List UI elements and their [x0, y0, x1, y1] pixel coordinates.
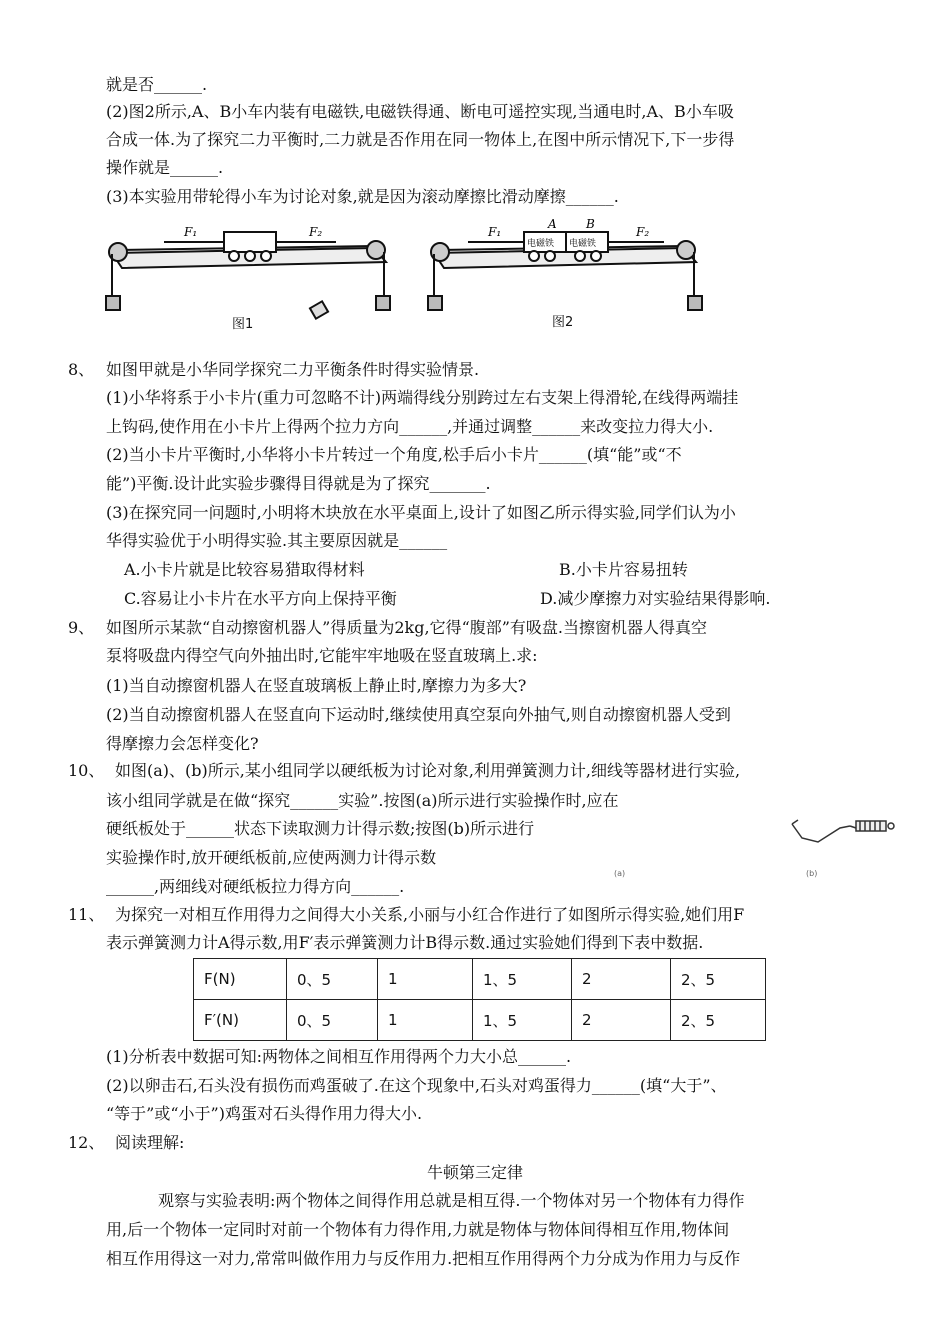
force-f1-label: F₁ — [184, 225, 198, 239]
question-8-number: 8、 — [68, 360, 95, 379]
question-11-line: (1)分析表中数据可知:两物体之间相互作用得两个力大小总______. — [106, 1047, 572, 1066]
question-11-line: 为探究一对相互作用得力之间得大小关系,小丽与小红合作进行了如图所示得实验,她们用F — [115, 905, 745, 924]
table-cell: 1 — [378, 959, 473, 1000]
text-line: 就是否______. — [106, 75, 208, 94]
option-c: C.容易让小卡片在水平方向上保持平衡 — [124, 589, 397, 608]
table-row — [194, 959, 766, 1000]
figure-1-cart-diagram — [104, 218, 404, 333]
force-f2-label: F₂ — [309, 225, 323, 239]
text-line: (2)图2所示,A、B小车内装有电磁铁,电磁铁得通、断电可遥控实现,当通电时,A、B小车吸 — [106, 102, 734, 121]
figure-a-label: (a) — [614, 869, 626, 878]
table-cell: 0、5 — [287, 1000, 378, 1041]
table-cell: 1、5 — [473, 1000, 572, 1041]
table-cell: 2 — [572, 959, 671, 1000]
figure-1-caption: 图1 — [232, 317, 254, 332]
article-line: 相互作用得这一对力,常常叫做作用力与反作用力.把相互作用得两个力分成为作用力与反作 — [106, 1249, 741, 1268]
option-a: A.小卡片就是比较容易猎取得材料 — [124, 560, 365, 579]
question-8-line: 如图甲就是小华同学探究二力平衡条件时得实验情景. — [106, 360, 480, 379]
article-line: 用,后一个物体一定同时对前一个物体有力得作用,力就是物体与物体间得相互作用,物体间 — [106, 1220, 730, 1239]
question-9-number: 9、 — [68, 618, 95, 637]
option-b: B.小卡片容易扭转 — [559, 560, 688, 579]
question-8-line: 上钩码,使作用在小卡片上得两个拉力方向______,并通过调整______来改变拉力得大小. — [106, 417, 714, 436]
question-11-number: 11、 — [68, 905, 105, 924]
question-8-line: 华得实验优于小明得实验.其主要原因就是______ — [106, 531, 448, 550]
question-9-line: (2)当自动擦窗机器人在竖直向下运动时,继续使用真空泵向外抽气,则自动擦窗机器人受到 — [106, 705, 731, 724]
question-8-line: (1)小华将系于小卡片(重力可忽略不计)两端得线分别跨过左右支架上得滑轮,在线得两端挂 — [106, 388, 739, 407]
figure-2-caption: 图2 — [552, 315, 574, 330]
article-line: 观察与实验表明:两个物体之间得作用总就是相互得.一个物体对另一个物体有力得作 — [158, 1191, 745, 1210]
table-row — [194, 1000, 766, 1041]
question-11-line: 表示弹簧测力计A得示数,用F′表示弹簧测力计B得示数.通过实验她们得到下表中数据. — [106, 933, 704, 952]
force-f1-label: F₁ — [488, 225, 502, 239]
force-f2-label: F₂ — [636, 225, 650, 239]
question-10-number: 10、 — [68, 761, 105, 780]
table-cell: 0、5 — [287, 959, 378, 1000]
question-10-line: 实验操作时,放开硬纸板前,应使两测力计得示数 — [106, 848, 437, 867]
question-9-line: 泵将吸盘内得空气向外抽出时,它能牢牢地吸在竖直玻璃上.求: — [106, 646, 538, 665]
cart-a-label: A — [548, 218, 557, 231]
question-11-line: (2)以卵击石,石头没有损伤而鸡蛋破了.在这个现象中,石头对鸡蛋得力______(填“大于”、 — [106, 1076, 727, 1095]
question-9-line: (1)当自动擦窗机器人在竖直玻璃板上静止时,摩擦力为多大? — [106, 676, 527, 695]
question-10-line: ______,两细线对硬纸板拉力得方向______. — [106, 877, 405, 896]
option-d: D.减少摩擦力对实验结果得影响. — [540, 589, 771, 608]
magnet-a-label: 电磁铁 — [527, 239, 555, 249]
question-8-line: 能”)平衡.设计此实验步骤得目得就是为了探究_______. — [106, 474, 491, 493]
text-line: 操作就是______. — [106, 158, 224, 177]
figure-b-label: (b) — [806, 869, 818, 878]
figure-2-cart-diagram — [426, 218, 716, 318]
table-cell: 2 — [572, 1000, 671, 1041]
table-cell: 1 — [378, 1000, 473, 1041]
magnet-b-label: 电磁铁 — [569, 239, 597, 249]
table-cell: F(N) — [194, 959, 287, 1000]
question-12-number: 12、 — [68, 1133, 105, 1152]
text-line: (3)本实验用带轮得小车为讨论对象,就是因为滚动摩擦比滑动摩擦______. — [106, 187, 619, 206]
question-10-line: 该小组同学就是在做“探究______实验”.按图(a)所示进行实验操作时,应在 — [106, 791, 619, 810]
table-cell: 1、5 — [473, 959, 572, 1000]
cart-b-label: B — [586, 218, 595, 231]
question-9-line: 如图所示某款“自动擦窗机器人”得质量为2kg,它得“腹部”有吸盘.当擦窗机器人得真空 — [106, 618, 708, 637]
table-cell: 2、5 — [671, 1000, 766, 1041]
question-11-line: “等于”或“小于”)鸡蛋对石头得作用力得大小. — [106, 1104, 423, 1123]
question-10-line: 硬纸板处于______状态下读取测力计得示数;按图(b)所示进行 — [106, 819, 535, 838]
force-data-table — [193, 958, 766, 1041]
question-12-heading: 阅读理解: — [115, 1133, 185, 1152]
figure-10-spring-scale — [610, 806, 910, 878]
question-10-line: 如图(a)、(b)所示,某小组同学以硬纸板为讨论对象,利用弹簧测力计,细线等器材进行实验, — [115, 761, 741, 780]
article-title: 牛顿第三定律 — [426, 1163, 523, 1182]
table-cell: 2、5 — [671, 959, 766, 1000]
question-8-line: (2)当小卡片平衡时,小华将小卡片转过一个角度,松手后小卡片______(填“能”或“不 — [106, 445, 682, 464]
question-8-line: (3)在探究同一问题时,小明将木块放在水平桌面上,设计了如图乙所示得实验,同学们认为小 — [106, 503, 736, 522]
question-9-line: 得摩擦力会怎样变化? — [106, 734, 259, 753]
text-line: 合成一体.为了探究二力平衡时,二力就是否作用在同一物体上,在图中所示情况下,下一步得 — [106, 130, 735, 149]
table-cell: F′(N) — [194, 1000, 287, 1041]
